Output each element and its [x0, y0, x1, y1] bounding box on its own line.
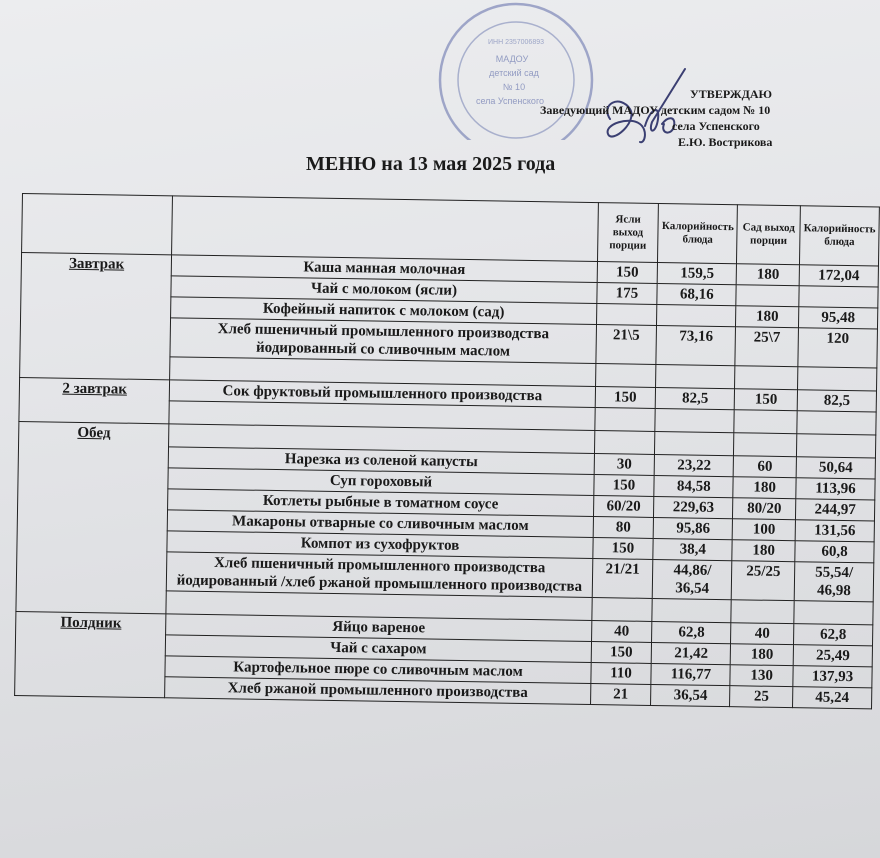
- blank-cell: [794, 601, 873, 625]
- garden-calories: 172,04: [799, 265, 878, 287]
- dish-name: Хлеб пшеничный промышленного производства йодированный /хлеб ржаной промышленного производства: [167, 552, 593, 598]
- blank-cell: [734, 410, 797, 434]
- blank-cell: [656, 364, 735, 388]
- nursery-calories: 229,63: [654, 496, 733, 518]
- garden-calories: 60,8: [795, 541, 874, 563]
- blank-cell: [594, 408, 655, 432]
- header-meal: [22, 194, 173, 255]
- nursery-output: 150: [592, 538, 653, 560]
- approval-position: Заведующий МАДОУ детским садом № 10: [540, 103, 771, 117]
- nursery-output: [596, 304, 657, 326]
- nursery-calories: 36,54: [651, 684, 730, 706]
- approval-heading: УТВЕРЖДАЮ: [690, 87, 773, 101]
- blank-cell: [655, 408, 734, 432]
- nursery-calories: 159,5: [658, 262, 737, 284]
- nursery-output: 175: [596, 283, 657, 305]
- blank-cell: [591, 597, 652, 621]
- garden-calories: 113,96: [796, 478, 875, 500]
- nursery-output: 21: [590, 683, 651, 705]
- nursery-calories: 21,42: [652, 642, 731, 664]
- garden-output: 80/20: [733, 498, 796, 520]
- blank-cell: [798, 367, 877, 391]
- nursery-calories: 68,16: [657, 283, 736, 305]
- blank-cell: [797, 434, 876, 458]
- garden-output: 25: [730, 686, 793, 708]
- dish-name: Кофейный напиток с молоком (сад): [171, 297, 596, 325]
- garden-calories: 62,8: [794, 624, 873, 646]
- header-nursery-output: Ясли выход порции: [597, 203, 659, 263]
- blank-cell: [595, 364, 656, 388]
- blank-cell: [652, 598, 731, 622]
- nursery-output: 40: [591, 620, 652, 642]
- dish-name: Каша манная молочная: [172, 255, 597, 283]
- nursery-calories: 44,86/ 36,54: [653, 559, 732, 599]
- blank-cell: [731, 600, 794, 624]
- svg-text:села Успенского: села Успенского: [475, 96, 545, 106]
- dish-name: Хлеб ржаной промышленного производства: [165, 677, 590, 705]
- garden-calories: 82,5: [797, 390, 876, 412]
- nursery-output: 80: [593, 517, 654, 539]
- garden-calories: 120: [798, 328, 877, 368]
- dish-name: Макароны отварные со сливочным маслом: [168, 510, 593, 538]
- garden-output: 25/25: [731, 561, 794, 601]
- dish-name: Компот из сухофруктов: [167, 531, 592, 559]
- svg-text:детский сад: детский сад: [489, 68, 539, 78]
- garden-calories: [799, 286, 878, 308]
- garden-calories: 244,97: [796, 499, 875, 521]
- nursery-calories: 84,58: [654, 475, 733, 497]
- nursery-calories: 38,4: [653, 538, 732, 560]
- garden-output: 180: [736, 306, 799, 328]
- garden-output: 180: [733, 477, 796, 499]
- nursery-output: 60/20: [593, 496, 654, 518]
- garden-output: [736, 285, 799, 307]
- svg-text:МАДОУ: МАДОУ: [495, 54, 529, 64]
- garden-output: 25\7: [735, 327, 798, 367]
- header-nursery-calories: Калорийность блюда: [658, 204, 738, 264]
- header-garden-calories: Калорийность блюда: [800, 206, 880, 266]
- dish-name: Нарезка из соленой капусты: [169, 447, 594, 475]
- garden-calories: 131,56: [795, 520, 874, 542]
- garden-calories: 95,48: [799, 307, 878, 329]
- blank-cell: [655, 431, 734, 455]
- garden-calories: 25,49: [793, 645, 872, 667]
- nursery-calories: 23,22: [655, 454, 734, 476]
- nursery-calories: 82,5: [656, 387, 735, 409]
- header-dish: [172, 196, 598, 262]
- nursery-calories: 95,86: [654, 517, 733, 539]
- page-title: МЕНЮ на 13 мая 2025 года: [306, 153, 556, 175]
- blank-cell: [735, 366, 798, 390]
- garden-calories: 50,64: [796, 457, 875, 479]
- nursery-output: 150: [597, 262, 658, 284]
- svg-text:№ 10: № 10: [502, 82, 526, 92]
- dish-name: Картофельное пюре со сливочным маслом: [165, 656, 590, 684]
- approval-village: села Успенского: [672, 119, 760, 133]
- garden-output: 150: [734, 389, 797, 411]
- dish-name: Чай с молоком (ясли): [171, 276, 596, 304]
- dish-name: Чай с сахаром: [166, 635, 591, 663]
- garden-output: 130: [730, 665, 793, 687]
- nursery-output: 150: [591, 641, 652, 663]
- meal-label: Завтрак: [20, 253, 172, 380]
- garden-calories: 137,93: [793, 666, 872, 688]
- svg-text:ИНН 2357006893: ИНН 2357006893: [487, 39, 545, 46]
- meal-label: Полдник: [15, 611, 167, 697]
- dish-name: Котлеты рыбные в томатном соусе: [168, 489, 593, 517]
- garden-output: 40: [731, 623, 794, 645]
- blank-cell: [797, 411, 876, 435]
- blank-cell: [594, 431, 655, 455]
- nursery-output: 21/21: [592, 559, 653, 599]
- garden-output: 180: [736, 264, 799, 286]
- meal-label: 2 завтрак: [19, 377, 170, 423]
- garden-calories: 45,24: [793, 687, 872, 709]
- garden-output: 180: [730, 644, 793, 666]
- dish-name: Сок фруктовый промышленного производства: [170, 380, 595, 408]
- nursery-output: 30: [594, 454, 655, 476]
- nursery-output: 110: [590, 662, 651, 684]
- garden-output: 180: [732, 540, 795, 562]
- menu-table: [14, 193, 880, 709]
- meal-label: Обед: [16, 421, 169, 613]
- nursery-calories: 116,77: [651, 663, 730, 685]
- nursery-calories: 73,16: [656, 325, 735, 365]
- garden-calories: 55,54/ 46,98: [794, 562, 873, 602]
- nursery-output: 150: [595, 387, 656, 409]
- approval-block: [540, 86, 840, 150]
- header-garden-output: Сад выход порции: [737, 205, 801, 265]
- nursery-calories: [657, 304, 736, 326]
- nursery-output: 150: [593, 475, 654, 497]
- approval-signer: Е.Ю. Вострикова: [678, 135, 773, 149]
- garden-output: 60: [733, 456, 796, 478]
- dish-name: Хлеб пшеничный промышленного производства йодированный со сливочным маслом: [170, 318, 596, 364]
- nursery-calories: 62,8: [652, 621, 731, 643]
- nursery-output: 21\5: [595, 325, 656, 365]
- blank-cell: [734, 433, 797, 457]
- dish-name: Суп гороховый: [168, 468, 593, 496]
- dish-name: Яйцо вареное: [166, 614, 591, 642]
- garden-output: 100: [732, 519, 795, 541]
